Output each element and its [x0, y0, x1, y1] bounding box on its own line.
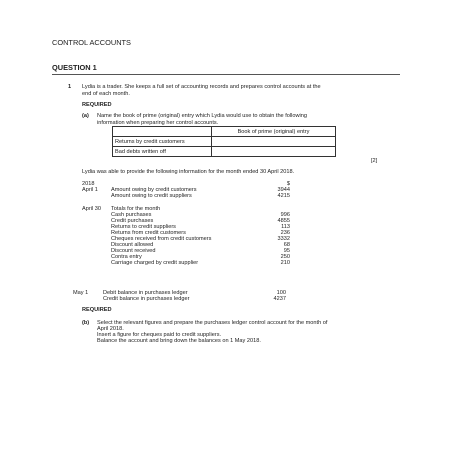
item-label: Debit balance in purchases ledger	[103, 290, 188, 296]
item-value: 210	[280, 260, 290, 266]
item-label: Returns to credit suppliers	[111, 224, 176, 230]
item-label: Amount owing to credit suppliers	[111, 193, 192, 199]
table-row	[113, 137, 336, 147]
item-label: Returns from credit customers	[111, 230, 186, 236]
table-row-label: Bad debts written off	[113, 147, 212, 157]
item-label: Credit balance in purchases ledger	[103, 296, 190, 302]
item-value: 113	[281, 224, 290, 230]
question-heading: QUESTION 1	[52, 63, 97, 72]
table-row	[113, 147, 336, 157]
date-label: May 1	[73, 290, 89, 296]
marks-label: [2]	[371, 158, 378, 164]
item-value: 4237	[273, 296, 286, 302]
question-number: 1	[68, 84, 72, 90]
item-value: 68	[283, 242, 290, 248]
item-value: 4215	[277, 193, 290, 199]
table-header-row	[113, 127, 336, 137]
table-header-cell: Book of prime (original) entry	[212, 127, 336, 137]
part-a-line: Name the book of prime (original) entry which Lydia would use to obtain the following	[97, 113, 307, 119]
item-value: 100	[276, 290, 286, 296]
part-b-line: April 2018.	[97, 326, 124, 332]
part-b-line: Balance the account and bring down the balances on 1 May 2018.	[97, 338, 261, 344]
prime-entry-table	[112, 126, 336, 157]
item-label: Contra entry	[111, 254, 142, 260]
item-label: Discount received	[111, 248, 156, 254]
intro-line: end of each month.	[82, 91, 130, 97]
table-cell	[113, 127, 212, 137]
item-label: Cheques received from credit customers	[111, 236, 212, 242]
page-title: CONTROL ACCOUNTS	[52, 38, 131, 47]
item-label: Discount allowed	[111, 242, 154, 248]
item-value: 236	[280, 230, 290, 236]
item-value: 3944	[277, 187, 290, 193]
required-label: REQUIRED	[82, 307, 112, 313]
info-intro: Lydia was able to provide the following information for the month ended 30 April 2018.	[82, 169, 295, 175]
answer-cell[interactable]	[212, 137, 336, 147]
intro-line: Lydia is a trader. She keeps a full set of accounting records and prepares control accounts at the	[82, 84, 321, 90]
item-label: Cash purchases	[111, 212, 152, 218]
currency-header: $	[286, 181, 290, 187]
part-b-line: Select the relevant figures and prepare the purchases ledger control account for the month of	[97, 320, 328, 326]
date-label: April 1	[82, 187, 98, 193]
item-value: 3332	[277, 236, 290, 242]
part-a-line: information when preparing her control accounts.	[97, 120, 219, 126]
year-label: 2018	[82, 181, 95, 187]
item-label: Credit purchases	[111, 218, 154, 224]
part-b-line: Insert a figure for cheques paid to credit suppliers.	[97, 332, 222, 338]
table-row-label: Returns by credit customers	[113, 137, 212, 147]
item-label: Carriage charged by credit supplier	[111, 260, 199, 266]
item-value: 95	[283, 248, 290, 254]
item-value: 250	[280, 254, 290, 260]
part-b-label: (b)	[82, 320, 90, 326]
part-a-label: (a)	[82, 113, 89, 119]
heading-rule	[52, 74, 400, 75]
section-heading: Totals for the month	[111, 206, 161, 212]
item-label: Amount owing by credit customers	[111, 187, 197, 193]
required-label: REQUIRED	[82, 102, 112, 108]
date-label: April 30	[82, 206, 101, 212]
item-value: 4855	[277, 218, 290, 224]
item-value: 996	[280, 212, 290, 218]
answer-cell[interactable]	[212, 147, 336, 157]
